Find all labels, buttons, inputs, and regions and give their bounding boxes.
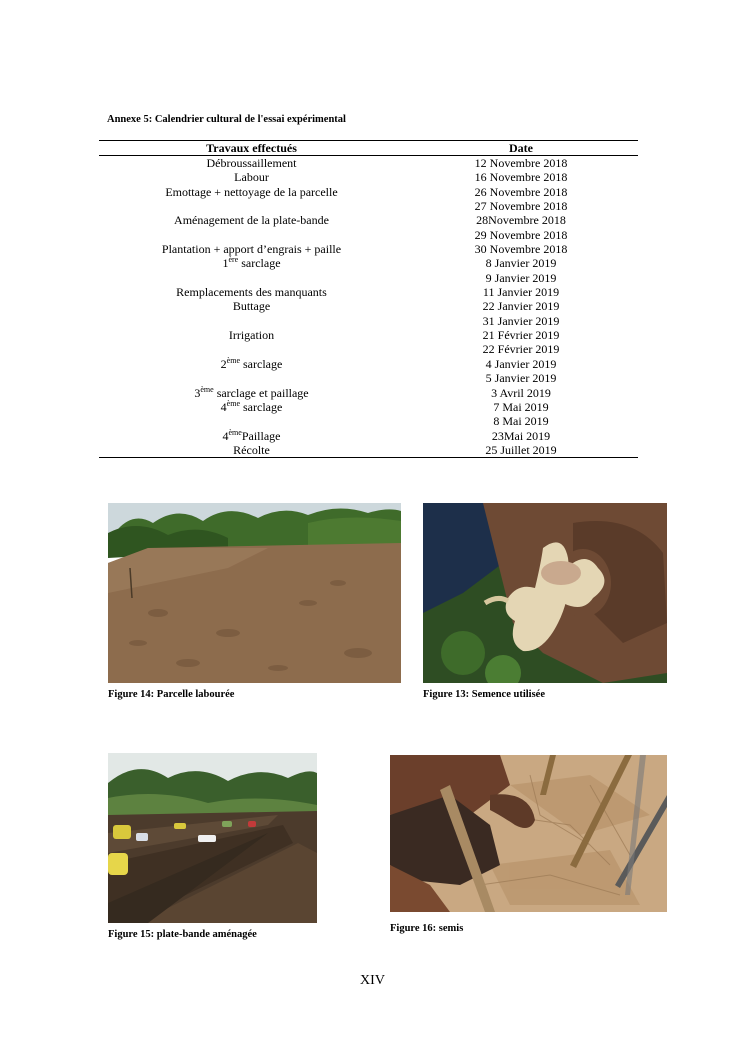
task-cell bbox=[99, 414, 404, 428]
date-cell: 28Novembre 2018 bbox=[476, 213, 566, 228]
task-label: Plantation + apport d’engrais + paille bbox=[161, 242, 342, 257]
task-ordinal-suffix: ème bbox=[228, 427, 242, 437]
table-row bbox=[99, 185, 638, 199]
date-cell: 22 Février 2019 bbox=[482, 342, 560, 357]
task-cell bbox=[99, 199, 404, 213]
date-cell: 12 Novembre 2018 bbox=[474, 156, 568, 170]
task-ordinal-suffix: ème bbox=[200, 384, 214, 394]
task-cell bbox=[99, 386, 404, 400]
task-cell bbox=[99, 342, 404, 356]
table-header-row bbox=[99, 141, 638, 156]
date-cell: 27 Novembre 2018 bbox=[474, 199, 568, 214]
table-body bbox=[99, 156, 638, 458]
task-ordinal: 2 bbox=[220, 356, 227, 371]
task-cell bbox=[99, 328, 404, 342]
task-ordinal-suffix: ème bbox=[226, 355, 240, 365]
date-cell: 3 Avril 2019 bbox=[491, 385, 551, 400]
task-label: Irrigation bbox=[228, 328, 275, 343]
date-cell: 4 Janvier 2019 bbox=[485, 356, 557, 371]
task-label: sarclage bbox=[240, 356, 283, 371]
header-date: Date bbox=[404, 141, 638, 156]
date-cell: 26 Novembre 2018 bbox=[474, 184, 568, 199]
table-row bbox=[99, 170, 638, 184]
date-cell: 16 Novembre 2018 bbox=[474, 170, 568, 185]
table-row bbox=[99, 199, 638, 213]
date-cell: 7 Mai 2019 bbox=[493, 399, 549, 414]
date-cell: 22 Janvier 2019 bbox=[482, 299, 560, 314]
ginger-seed-photo bbox=[423, 503, 667, 683]
table-row bbox=[99, 429, 638, 443]
task-label: sarclage et paillage bbox=[213, 385, 309, 400]
table-row bbox=[99, 256, 638, 270]
date-cell: 23Mai 2019 bbox=[491, 428, 551, 443]
date-cell: 31 Janvier 2019 bbox=[482, 313, 560, 328]
task-cell bbox=[99, 213, 404, 227]
task-label: Buttage bbox=[232, 299, 271, 314]
task-label: sarclage bbox=[240, 399, 283, 414]
task-cell bbox=[99, 314, 404, 328]
table-row bbox=[99, 156, 638, 171]
table-row bbox=[99, 342, 638, 356]
table-row bbox=[99, 285, 638, 299]
task-label: Récolte bbox=[233, 442, 270, 457]
table-row bbox=[99, 242, 638, 256]
sowing-photo bbox=[390, 755, 667, 912]
table-row bbox=[99, 228, 638, 242]
figure-14-caption: Figure 14: Parcelle labourée bbox=[108, 689, 235, 700]
task-label: Labour bbox=[234, 170, 269, 185]
task-label: Remplacements des manquants bbox=[176, 285, 327, 300]
task-ordinal-suffix: ème bbox=[226, 398, 240, 408]
table-row bbox=[99, 357, 638, 371]
date-cell: 8 Mai 2019 bbox=[493, 414, 549, 429]
table-row bbox=[99, 414, 638, 428]
task-cell bbox=[99, 256, 404, 270]
task-label: Emottage + nettoyage de la parcelle bbox=[165, 184, 338, 199]
task-cell bbox=[99, 371, 404, 385]
cultural-calendar-table bbox=[99, 140, 638, 458]
figure-15-caption: Figure 15: plate-bande aménagée bbox=[108, 929, 257, 940]
table-row bbox=[99, 371, 638, 385]
task-ordinal-suffix: ère bbox=[228, 255, 239, 265]
task-cell bbox=[99, 242, 404, 256]
date-cell: 30 Novembre 2018 bbox=[474, 242, 568, 257]
task-label: Aménagement de la plate-bande bbox=[174, 213, 329, 228]
date-cell: 21 Février 2019 bbox=[482, 328, 560, 343]
date-cell: 9 Janvier 2019 bbox=[485, 270, 557, 285]
date-cell: 11 Janvier 2019 bbox=[482, 285, 560, 300]
task-cell bbox=[99, 357, 404, 371]
header-tasks: Travaux effectués bbox=[99, 141, 404, 156]
task-cell bbox=[99, 156, 404, 171]
table-row bbox=[99, 443, 638, 458]
date-cell: 8 Janvier 2019 bbox=[485, 256, 557, 271]
table-row bbox=[99, 386, 638, 400]
task-cell bbox=[99, 285, 404, 299]
table-row bbox=[99, 328, 638, 342]
table-row bbox=[99, 400, 638, 414]
task-label: sarclage bbox=[238, 256, 281, 271]
task-ordinal: 4 bbox=[222, 428, 229, 443]
table-row bbox=[99, 299, 638, 313]
date-cell: 25 Juillet 2019 bbox=[404, 443, 638, 458]
page-number: XIV bbox=[360, 973, 385, 988]
task-label: Paillage bbox=[241, 428, 281, 443]
date-cell: 5 Janvier 2019 bbox=[485, 371, 557, 386]
figure-16-caption: Figure 16: semis bbox=[390, 923, 464, 934]
task-cell bbox=[99, 299, 404, 313]
table-row bbox=[99, 213, 638, 227]
task-cell bbox=[99, 429, 404, 443]
raised-beds-photo bbox=[108, 753, 317, 923]
task-ordinal: 3 bbox=[194, 385, 201, 400]
task-cell bbox=[99, 400, 404, 414]
task-ordinal: 1 bbox=[222, 256, 229, 271]
task-cell bbox=[99, 228, 404, 242]
figure-13-caption: Figure 13: Semence utilisée bbox=[423, 689, 545, 700]
task-ordinal: 4 bbox=[220, 399, 227, 414]
plowed-field-photo bbox=[108, 503, 401, 683]
task-cell bbox=[99, 170, 404, 184]
task-label: Débroussaillement bbox=[206, 156, 297, 170]
table-row bbox=[99, 271, 638, 285]
annex-title: Annexe 5: Calendrier cultural de l'essai expérimental bbox=[107, 114, 346, 125]
table-row bbox=[99, 314, 638, 328]
task-cell bbox=[99, 271, 404, 285]
task-cell bbox=[99, 443, 404, 458]
date-cell: 29 Novembre 2018 bbox=[474, 227, 568, 242]
task-cell bbox=[99, 185, 404, 199]
